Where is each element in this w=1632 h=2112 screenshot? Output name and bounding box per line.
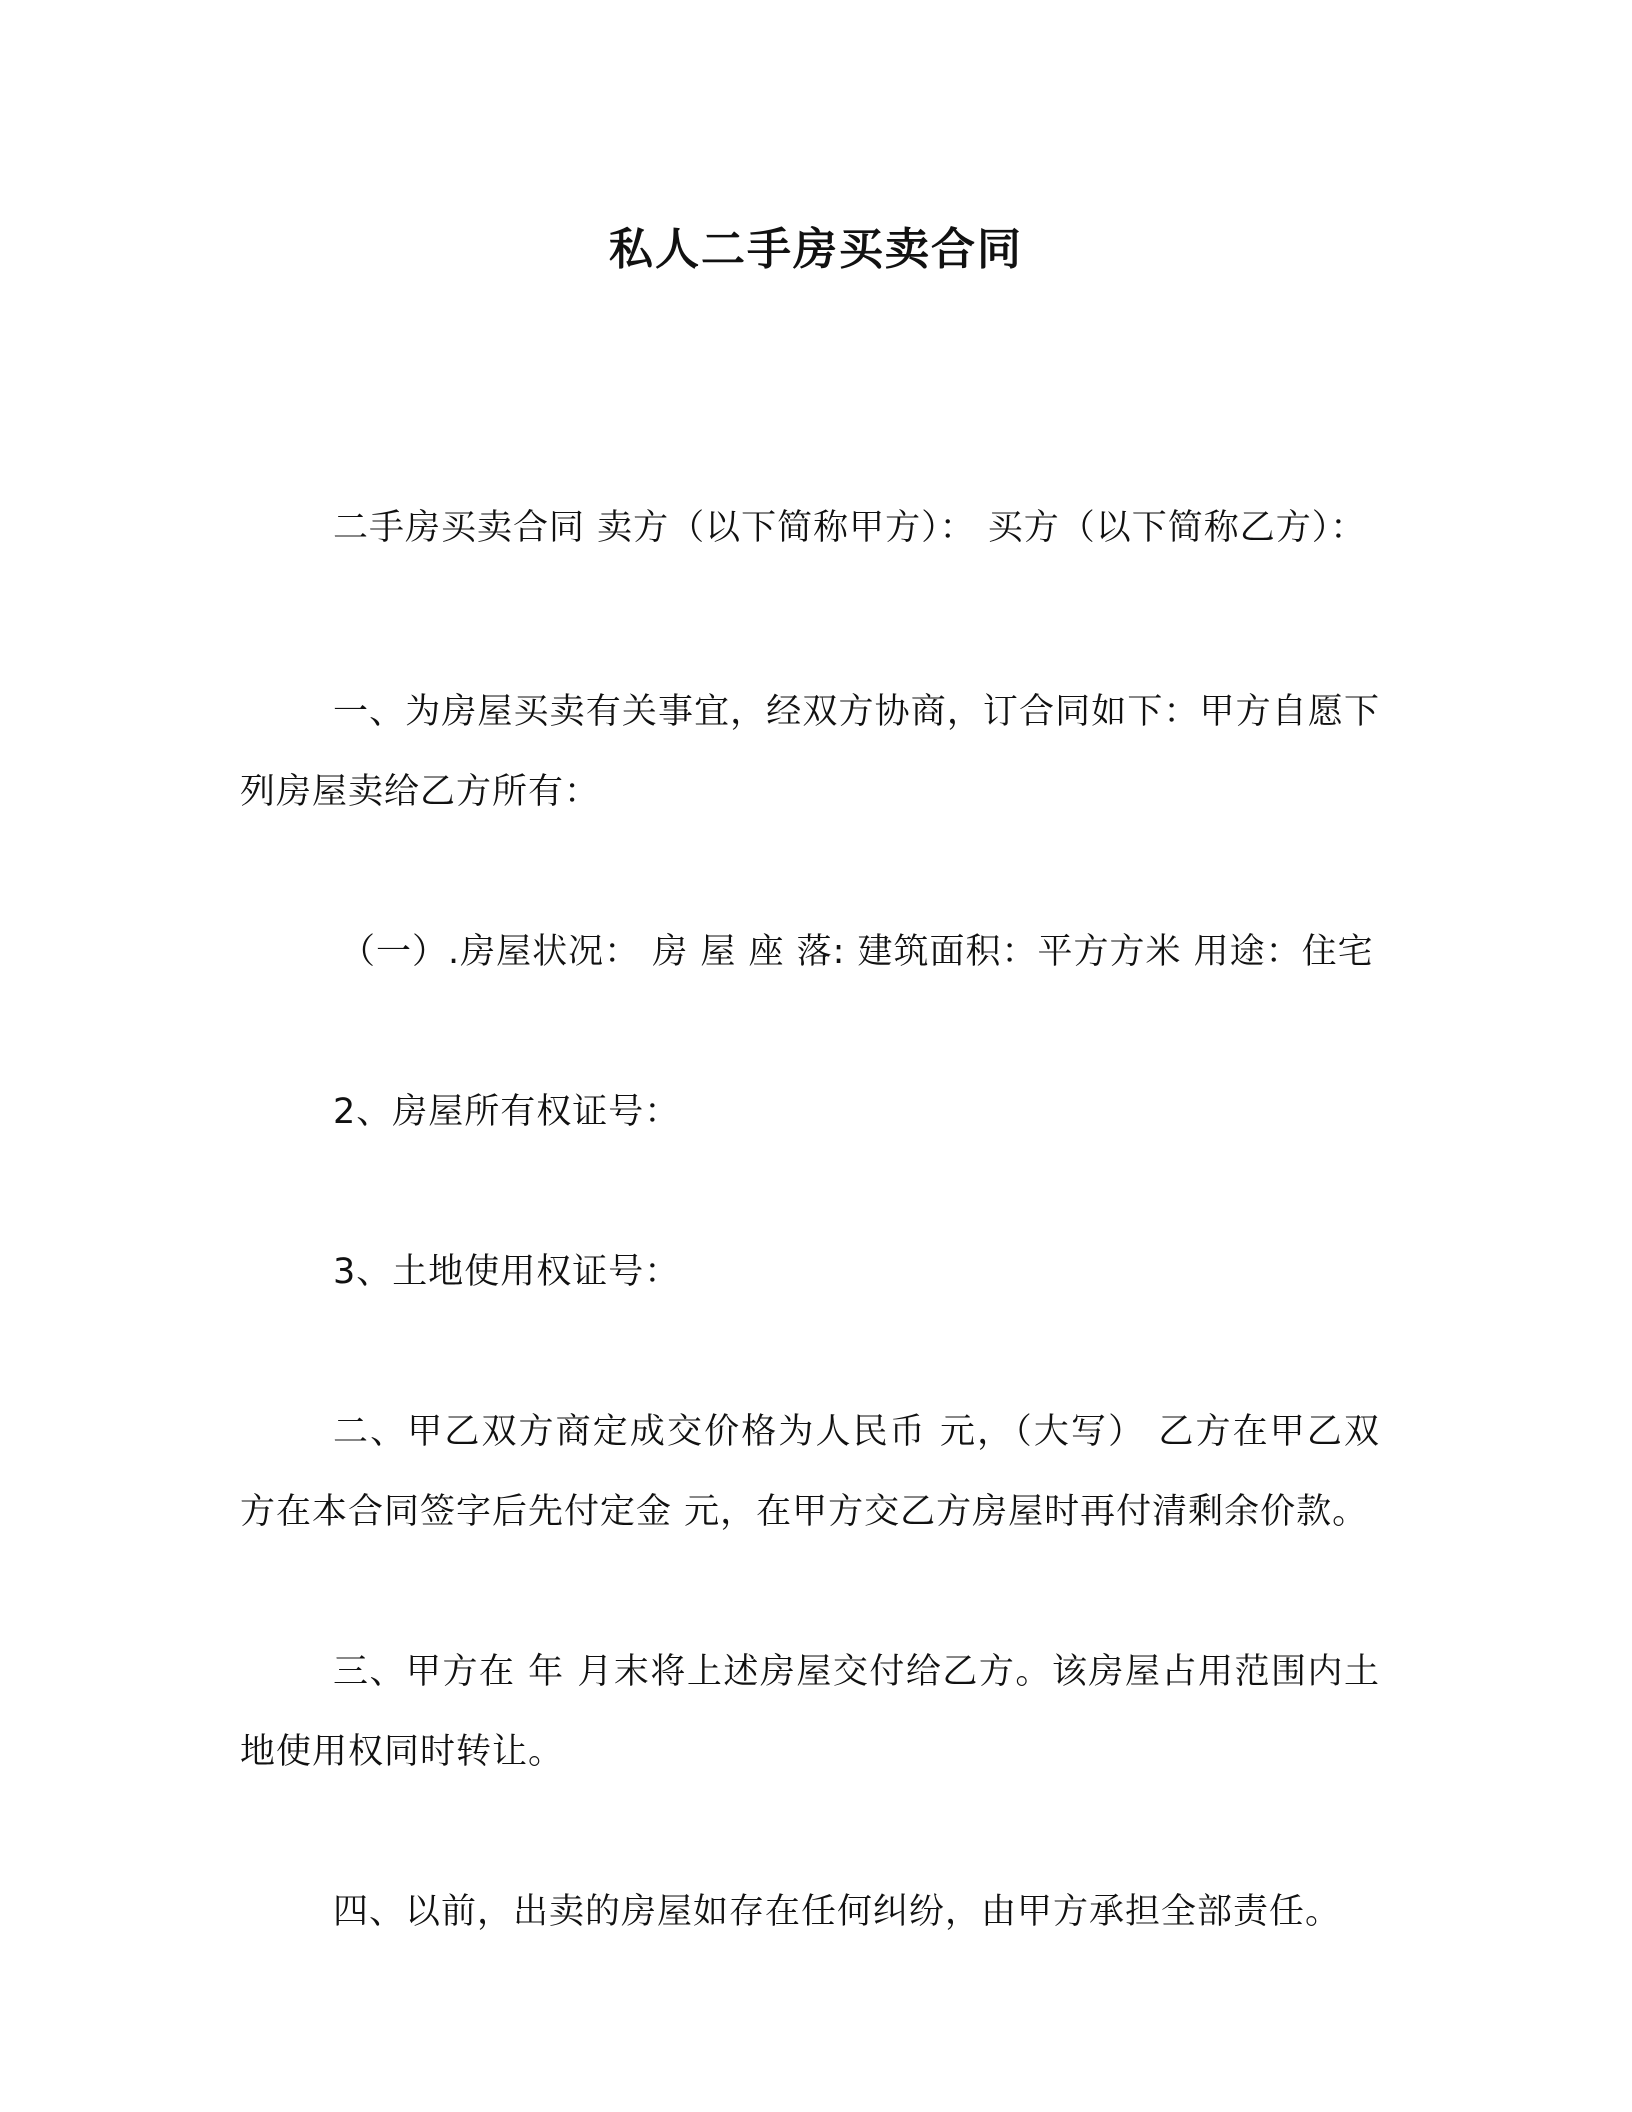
paragraph-house-status: （一）.房屋状况： 房 屋 座 落: 建筑面积：平方方米 用途：住宅 bbox=[340, 932, 1374, 972]
paragraph-parties: 二手房买卖合同 卖方（以下简称甲方）： 买方（以下简称乙方）： bbox=[333, 508, 1367, 548]
paragraph-clause-4: 四、以前，出卖的房屋如存在任何纠纷，由甲方承担全部责任。 bbox=[333, 1892, 1342, 1932]
paragraph-clause-3: 三、甲方在 年 月末将上述房屋交付给乙方。该房屋占用范围内土地使用权同时转让。 bbox=[240, 1652, 1380, 1772]
paragraph-land-cert: 3、土地使用权证号： bbox=[333, 1252, 681, 1292]
document-body bbox=[240, 488, 1380, 2054]
paragraph-clause-2: 二、甲乙双方商定成交价格为人民币 元，（大写） 乙方在甲乙双方在本合同签字后先付定金 元，在甲方交乙方房屋时再付清剩余价款。 bbox=[240, 1412, 1380, 1532]
paragraph-clause-1: 一、为房屋买卖有关事宜，经双方协商，订合同如下：甲方自愿下列房屋卖给乙方所有： bbox=[240, 692, 1380, 812]
paragraph-ownership-cert: 2、房屋所有权证号： bbox=[333, 1092, 681, 1132]
document-title: 私人二手房买卖合同 bbox=[609, 224, 1023, 275]
